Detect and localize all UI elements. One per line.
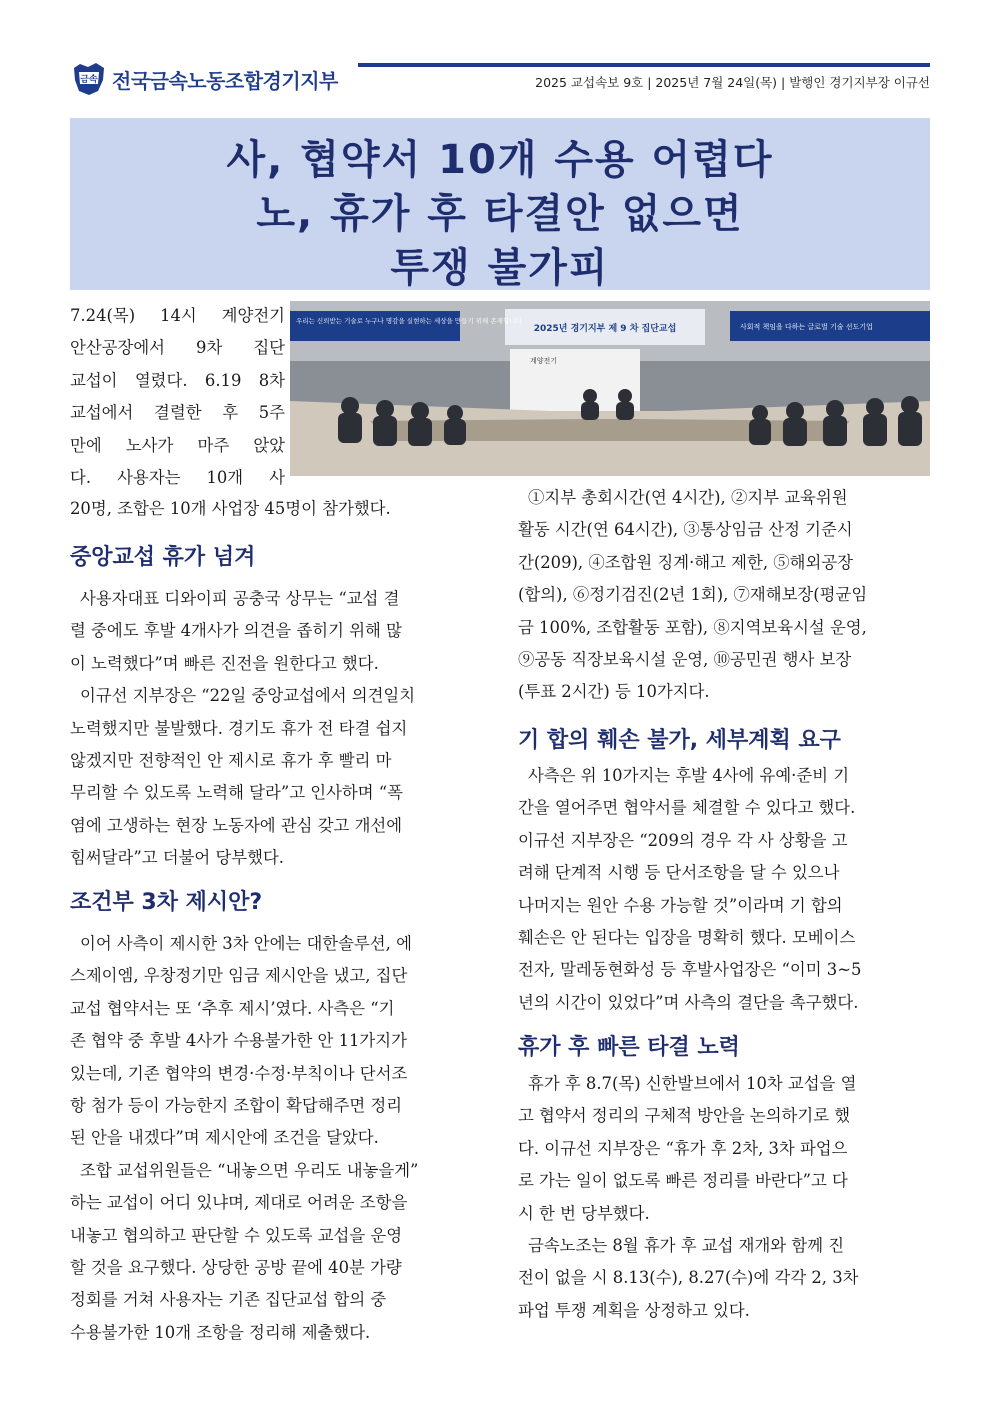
body-line: 금 100%, 조합활동 포함), ⑧지역보육시설 운영,	[518, 617, 867, 637]
body-line: 이규선 지부장은 “22일 중앙교섭에서 의견일치	[80, 686, 416, 706]
body-line: 무리할 수 있도록 노력해 달라”고 인사하며 “폭	[70, 783, 404, 803]
headline-line-2: 노, 휴가 후 타결안 없으면	[256, 191, 744, 237]
body-line: 있는데, 기존 협약의 변경·수정·부칙이나 단서조	[70, 1063, 408, 1083]
body-line: 힘써달라”고 더불어 당부했다.	[70, 848, 285, 868]
photo-banner-center: 2025년 경기지부 제 9 차 집단교섭	[533, 324, 677, 334]
section-heading: 기 합의 훼손 불가, 세부계획 요구	[518, 728, 841, 753]
intro-line: 만에 노사가 마주 앉았	[70, 435, 285, 455]
intro-line: 교섭이 열렸다. 6.19 8차	[70, 370, 285, 390]
body-line: 휴가 후 8.7(목) 신한발브에서 10차 교섭을 열	[528, 1074, 857, 1093]
body-line: (투표 2시간) 등 10가지다.	[518, 682, 710, 702]
body-line: (합의), ⑥정기검진(2년 1회), ⑦재해보장(평균임	[518, 585, 868, 605]
body-line: 다. 이규선 지부장은 “휴가 후 2차, 3차 파업으	[518, 1138, 848, 1158]
svg-text:금속: 금속	[80, 75, 98, 85]
headline-line-3: 투쟁 불가피	[390, 245, 610, 291]
section-heading: 휴가 후 빠른 타결 노력	[518, 1035, 740, 1060]
body-line: 사측은 위 10가지는 후발 4사에 유예·준비 기	[528, 766, 850, 785]
photo-banner-right: 사회적 책임을 다하는 글로벌 기술 선도기업	[740, 323, 873, 331]
body-line: 년의 시간이 있었다”며 사측의 결단을 촉구했다.	[518, 992, 859, 1012]
body-line: 내놓고 협의하고 판단할 수 있도록 교섭을 운영	[70, 1225, 403, 1245]
body-line: 사용자대표 디와이피 공충국 상무는 “교섭 결	[80, 589, 400, 608]
body-line: ①지부 총회시간(연 4시간), ②지부 교육위원	[528, 488, 848, 507]
body-line: 파업 투쟁 계획을 상정하고 있다.	[518, 1300, 750, 1320]
body-line: 된 안을 내겠다”며 제시안에 조건을 달았다.	[70, 1128, 379, 1148]
body-line: 스제이엠, 우창정기만 임금 제시안을 냈고, 집단	[70, 966, 408, 986]
list-paragraph	[518, 482, 930, 709]
body-line: 전이 없을 시 8.13(수), 8.27(수)에 각각 2, 3차	[518, 1268, 859, 1288]
body-line: 활동 시간(연 64시간), ③통상임금 산정 기준시	[518, 520, 853, 540]
meeting-photo	[290, 301, 930, 476]
header-rule	[358, 63, 930, 67]
intro-tail: 20명, 조합은 10개 사업장 45명이 참가했다.	[70, 499, 391, 518]
body-line: 고 협약서 정리의 구체적 방안을 논의하기로 했	[518, 1106, 851, 1126]
body-line: 존 협약 중 후발 4사가 수용불가한 안 11가지가	[70, 1031, 407, 1051]
section1-body	[70, 583, 482, 875]
intro-line: 7.24(목) 14시 계양전기	[70, 306, 285, 325]
body-line: 려해 단계적 시행 등 단서조항을 달 수 있으나	[518, 863, 840, 883]
intro-line: 다. 사용자는 10개 사	[70, 468, 285, 488]
section-heading: 조건부 3차 제시안?	[70, 890, 263, 915]
publication-info: 2025 교섭속보 9호 | 2025년 7월 24일(목) | 발행인 경기지부장 이규선	[535, 75, 930, 90]
headline-line-1: 사, 협약서 10개 수용 어렵다	[226, 137, 774, 183]
intro-paragraph	[70, 300, 285, 494]
body-line: 전자, 말레동현화성 등 후발사업장은 “이미 3~5	[518, 960, 862, 980]
body-line: 염에 고생하는 현장 노동자에 관심 갖고 개선에	[70, 815, 403, 835]
org-name: 전국금속노동조합경기지부	[112, 69, 338, 93]
section4-body	[518, 1068, 930, 1327]
body-line: 않겠지만 전향적인 안 제시로 휴가 후 빨리 마	[70, 751, 392, 771]
photo-sign: 계양전기	[530, 357, 558, 365]
body-line: 수용불가한 10개 조항을 정리해 제출했다.	[70, 1322, 371, 1342]
body-line: 정회를 거쳐 사용자는 기존 집단교섭 합의 중	[70, 1290, 387, 1310]
photo-banner-left: 우리는 신뢰받는 기술로 누구나 명감을 실현하는 세상을 만들기 위해 존재합니다	[296, 317, 522, 325]
headline-banner	[70, 118, 930, 290]
section-heading: 중앙교섭 휴가 넘겨	[70, 545, 256, 570]
body-line: 이규선 지부장은 “209의 경우 각 사 상황을 고	[518, 830, 848, 850]
meeting-photo-illustration	[290, 301, 930, 476]
body-line: 이 노력했다”며 빠른 진전을 원한다고 했다.	[70, 653, 379, 673]
body-line: 간을 열어주면 협약서를 체결할 수 있다고 했다.	[518, 798, 856, 818]
body-line: 조합 교섭위원들은 “내놓으면 우리도 내놓을게”	[80, 1160, 419, 1180]
body-line: 할 것을 요구했다. 상당한 공방 끝에 40분 가량	[70, 1258, 402, 1278]
body-line: 항 첨가 등이 가능한지 조합이 확답해주면 정리	[70, 1096, 403, 1116]
section3-body	[518, 760, 930, 1019]
page-header	[70, 55, 930, 100]
intro-line: 교섭에서 결렬한 후 5주	[70, 403, 285, 423]
body-line: 렬 중에도 후발 4개사가 의견을 좁히기 위해 많	[70, 621, 402, 641]
body-line: 간(209), ④조합원 징계·해고 제한, ⑤해외공장	[518, 552, 853, 572]
body-line: 로 가는 일이 없도록 빠른 정리를 바란다”고 다	[518, 1171, 848, 1191]
body-line: ⑨공동 직장보육시설 운영, ⑩공민권 행사 보장	[518, 650, 852, 670]
body-line: 이어 사측이 제시한 3차 안에는 대한솔루션, 에	[80, 934, 412, 953]
body-line: 하는 교섭이 어디 있냐며, 제대로 어려운 조항을	[70, 1193, 408, 1213]
union-logo-icon	[70, 60, 108, 98]
body-line: 훼손은 안 된다는 입장을 명확히 했다. 모베이스	[518, 928, 856, 948]
body-line: 교섭 협약서는 또 ‘추후 제시’였다. 사측은 “기	[70, 998, 395, 1018]
body-line: 금속노조는 8월 휴가 후 교섭 재개와 함께 진	[528, 1236, 845, 1256]
intro-line: 안산공장에서 9차 집단	[70, 338, 285, 358]
section2-body	[70, 928, 482, 1349]
body-line: 나머지는 원안 수용 가능할 것”이라며 기 합의	[518, 895, 843, 915]
body-line: 노력했지만 불발했다. 경기도 휴가 전 타결 쉽지	[70, 718, 408, 738]
body-line: 시 한 번 당부했다.	[518, 1203, 650, 1223]
